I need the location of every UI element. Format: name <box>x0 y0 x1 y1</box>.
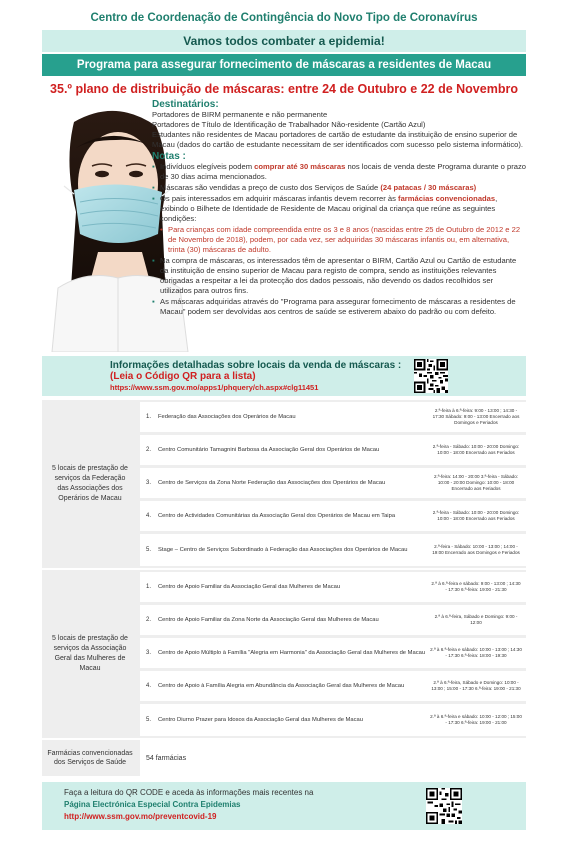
notas-subitem: • Para crianças com idade compreendida entre os 3 e 8 anos (nascidas entre 25 de Outubro de 2012 e 22 de Novembro de 2018), podem, por cada vez, ser adquiridas 30 máscaras infantis ou, em alternativa, trinta (30) máscaras de adulto. <box>152 225 526 255</box>
row-hours: 2.ª à 6.ª-feira e sábado: 9:00 - 13:00 ; 14:30 - 17:30 6.ª-feira: 19:00 - 21:30 <box>431 581 521 592</box>
pharmacies-label: Farmácias convencionadas dos Serviços de Saúde <box>47 750 133 766</box>
hero-section <box>42 98 526 356</box>
row-name: Centro de Apoio Familiar da Zona Norte da Associação Geral das Mulheres de Macau <box>158 617 379 623</box>
table-row <box>140 671 526 701</box>
notas-item: ▪ Na compra de máscaras, os interessados têm de apresentar o BIRM, Cartão Azul ou Cartão de estudante da instituição de ensino superior de Macau para registo de compra, sendo as instituições relevantes obrigadas a respeitar a lei da protecção dos dados pessoais, não devendo os dados recolhidos ser utilizados para outros fins. <box>152 256 526 296</box>
row-number: 1. <box>146 584 152 590</box>
row-name: Centro de Actividades Comunitárias da Associação Geral dos Operários de Macau em Taipa <box>158 513 396 519</box>
row-number: 5. <box>146 547 152 553</box>
notas-item: ▪ Indivíduos elegíveis podem comprar até 30 máscaras nos locais de venda deste Programa durante o prazo de 30 dias acima mencionados. <box>152 162 526 182</box>
plan-title: 35.º plano de distribuição de máscaras: entre 24 de Outubro e 22 de Novembro <box>50 82 518 96</box>
row-hours: 2.ª à 6.ª-feira, Sábado e Domingo: 9:00 - 12:00 <box>434 614 518 625</box>
footer-instruction: Faça a leitura do QR CODE e aceda às informações mais recentes na <box>64 788 314 797</box>
row-name: Centro Diurno Prazer para Idosos da Associação Geral das Mulheres de Macau <box>158 717 363 723</box>
info-subtitle: (Leia o Código QR para a lista) <box>110 371 256 382</box>
qr-code-icon[interactable] <box>414 359 448 393</box>
destinatarios-line: Portadores de BIRM permanente e não permanente <box>152 110 328 119</box>
row-name: Centro de Apoio à Família Alegria em Abundância da Associação Geral das Mulheres de Macau <box>158 683 405 689</box>
table-row <box>140 402 526 432</box>
info-box <box>42 356 526 396</box>
group-label: 5 locais de prestação de serviços da Associação Geral das Mulheres de Macau <box>52 635 128 672</box>
row-hours: 2.ª-feira - Sábado: 10:00 - 20:00 Domingo: 10:00 - 18:00 Encerrado aos Feriados <box>432 510 520 521</box>
table-row <box>140 534 526 566</box>
group-operarios <box>42 400 526 568</box>
row-number: 4. <box>146 513 152 519</box>
destinatarios-line: Portadores de Título de Identificação de Trabalhador Não-residente (Cartão Azul) <box>152 120 426 129</box>
notes-content <box>152 98 526 318</box>
pharmacies-row <box>42 740 526 776</box>
program-band: Programa para assegurar fornecimento de máscaras a residentes de Macau <box>42 54 526 76</box>
group-label: 5 locais de prestação de serviços da Federação das Associações dos Operários de Macau <box>52 465 128 502</box>
row-hours: 2.ª à 6.ª-feira, Sábado e Domingo: 10:00 - 13:00 ; 15:00 - 17:30 6.ª-feira: 19:00 - 21:30 <box>431 680 521 691</box>
row-hours: 2.ª à 6.ª-feira e sábado: 10:00 - 12:00 ; 15:00 - 17:30 6.ª-feira: 19:00 - 21:00 <box>430 714 522 725</box>
notas-item: ▪ As máscaras adquiridas através do "Programa para assegurar fornecimento de máscaras a residentes de Macau" podem ser devolvidas aos centros de saúde se estiverem abaixo do padrão ou com defeito. <box>152 297 526 317</box>
group-mulheres <box>42 570 526 738</box>
row-number: 1. <box>146 414 152 420</box>
table-row <box>140 638 526 668</box>
slogan-band: Vamos todos combater a epidemia! <box>42 30 526 52</box>
info-title: Informações detalhadas sobre locais da venda de máscaras : <box>110 360 402 371</box>
footer-url-link[interactable]: http://www.ssm.gov.mo/preventcovid-19 <box>64 812 217 821</box>
info-url-link[interactable]: https://www.ssm.gov.mo/apps1/phquery/ch.aspx#clg11451 <box>110 383 319 392</box>
row-number: 3. <box>146 480 152 486</box>
row-name: Federação das Associações dos Operários de Macau <box>158 414 296 420</box>
row-hours: 2.ª-feira à 6.ª-feira: 9:00 - 13:00 ; 14:30 - 17:30 Sábado: 9:00 - 13:00 Encerrado aos Domingos e Feriados <box>432 408 520 425</box>
table-row <box>140 605 526 635</box>
row-number: 3. <box>146 650 152 656</box>
destinatarios-heading: Destinatários: <box>152 99 219 110</box>
pharmacies-count: 54 farmácias <box>140 740 526 776</box>
table-row <box>140 501 526 531</box>
org-title: Centro de Coordenação de Contingência do Novo Tipo de Coronavírus <box>90 12 478 24</box>
table-row <box>140 572 526 602</box>
notas-list <box>152 162 526 317</box>
row-number: 4. <box>146 683 152 689</box>
notas-heading: Notas : <box>152 151 186 162</box>
row-name: Centro de Apoio Múltiplo à Família "Alegria em Harmonia" da Associação Geral das Mulheres de Macau <box>158 650 426 656</box>
qr-code-icon[interactable] <box>426 788 462 824</box>
row-name: Centro de Serviços da Zona Norte Federação das Associações dos Operários de Macau <box>158 480 386 486</box>
footer-box <box>42 782 526 830</box>
table-row <box>140 704 526 736</box>
row-number: 2. <box>146 447 152 453</box>
row-name: Centro de Apoio Familiar da Associação Geral das Mulheres de Macau <box>158 584 341 590</box>
row-hours: 2.ª-feira - Sábado: 10:00 - 20:00 Domingo: 10:00 - 18:00 Encerrado aos Feriados <box>432 444 520 455</box>
row-name: Centro Comunitário Tamagnini Barbosa da Associação Geral dos Operários de Macau <box>158 447 380 453</box>
row-hours: 2.ª à 6.ª-feira e sábado: 10:00 - 13:00 ; 14:30 - 17:30 6.ª-feira: 18:00 - 19:30 <box>430 647 522 658</box>
table-row <box>140 435 526 465</box>
row-number: 2. <box>146 617 152 623</box>
row-hours: 2.ª-feira - Sábado: 10:00 - 13:00 ; 14:00 - 19:00 Encerrado aos Domingos e Feriados <box>432 544 520 555</box>
row-hours: 2.ª-feira: 14:00 - 20:00 3.ª-feira - Sábado: 10:00 - 20:00 Domingo: 10:00 - 18:00 Encerrado aos Feriados <box>433 474 519 491</box>
destinatarios-line: Estudantes não residentes de Macau portadores de cartão de estudante da instituição de ensino superior de Macau (dados do cartão de estudante necessitam de ser identificados com sucesso pelo sistema informático). <box>152 130 524 149</box>
notas-item: ▪ Máscaras são vendidas a preço de custo dos Serviços de Saúde (24 patacas / 30 máscaras) <box>152 183 526 193</box>
table-row <box>140 468 526 498</box>
row-name: Stage – Centro de Serviços Subordinado à Federação das Associações dos Operários de Macau <box>158 547 408 553</box>
footer-page-name: Página Electrónica Especial Contra Epidemias <box>64 800 241 809</box>
row-number: 5. <box>146 717 152 723</box>
notas-item: ▪ Os pais interessados em adquirir máscaras infantis devem recorrer às farmácias convencionadas, exibindo o Bilhete de Identidade de Residente de Macau original da criança que reúne as seguintes condições: <box>152 194 526 224</box>
